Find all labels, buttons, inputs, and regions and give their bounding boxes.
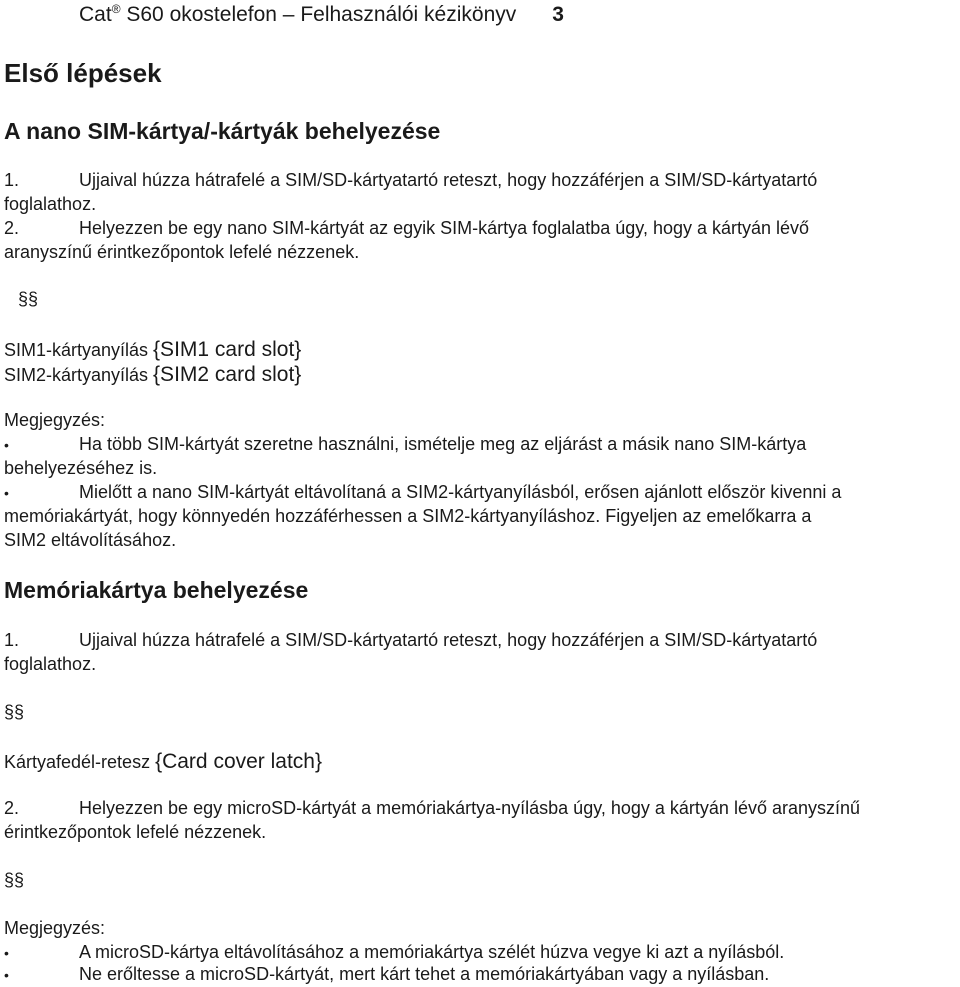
- sim-step1-line2: foglalathoz.: [4, 194, 97, 214]
- header-title-post: S60 okostelefon – Felhasználói kézikönyv: [120, 3, 517, 26]
- sim2-slot-label: SIM2-kártyanyílás {SIM2 card slot}: [4, 363, 302, 386]
- bullet: •: [4, 437, 9, 453]
- card-cover-latch-label: Kártyafedél-retesz {Card cover latch}: [4, 750, 323, 773]
- sd-step1-line2: foglalathoz.: [4, 654, 97, 674]
- sd-note-item-2: • Ne erőltesse a microSD-kártyát, mert kárt tehet a memóriakártyában vagy a nyílásban.: [4, 964, 770, 984]
- sim-step1-line1: 1. Ujjaival húzza hátrafelé a SIM/SD-kártyatartó reteszt, hogy hozzáférjen a SIM/SD-kártyatartó: [4, 170, 818, 190]
- sim-step2-line2: aranyszínű érintkezőpontok lefelé nézzenek.: [4, 242, 360, 262]
- header-title-pre: Cat: [79, 3, 112, 26]
- registered-mark: ®: [111, 2, 121, 16]
- image-placeholder-marks: §§: [4, 702, 25, 722]
- bullet: •: [4, 485, 9, 501]
- sd-step2-line2: érintkezőpontok lefelé nézzenek.: [4, 822, 267, 842]
- sim2-slot-tag: {SIM2 card slot}: [153, 363, 302, 386]
- step-number: 1.: [4, 630, 20, 650]
- sim1-slot-tag: {SIM1 card slot}: [153, 338, 302, 361]
- note-item-1-line2: behelyezéséhez is.: [4, 458, 158, 478]
- note-item-2-line3: SIM2 eltávolításához.: [4, 530, 177, 550]
- note-label: Megjegyzés:: [4, 918, 106, 938]
- note-item-2-line2: memóriakártyát, hogy könnyedén hozzáférhessen a SIM2-kártyanyíláshoz. Figyeljen az emelőkarra a: [4, 506, 812, 526]
- section-heading-memory-card: Memóriakártya behelyezése: [4, 577, 309, 603]
- page-header: [79, 2, 564, 27]
- note-label: Megjegyzés:: [4, 410, 106, 430]
- page-number: 3: [552, 3, 564, 26]
- sd-step1-line1: 1. Ujjaival húzza hátrafelé a SIM/SD-kártyatartó reteszt, hogy hozzáférjen a SIM/SD-kártyatartó: [4, 630, 818, 650]
- sim1-slot-label: SIM1-kártyanyílás {SIM1 card slot}: [4, 338, 302, 361]
- bullet: •: [4, 945, 9, 961]
- subheading-sim-insert: A nano SIM-kártya/-kártyák behelyezése: [4, 118, 441, 144]
- image-placeholder-marks: §§: [4, 870, 25, 890]
- step-number: 2.: [4, 218, 20, 238]
- card-cover-latch-tag: {Card cover latch}: [155, 750, 323, 773]
- note-item-1-line1: • Ha több SIM-kártyát szeretne használni, ismételje meg az eljárást a másik nano SIM-kártya: [4, 434, 807, 454]
- note-item-2-line1: • Mielőtt a nano SIM-kártyát eltávolítaná a SIM2-kártyanyílásból, erősen ajánlott először kivenni a: [4, 482, 842, 502]
- sim-step2-line1: 2. Helyezzen be egy nano SIM-kártyát az egyik SIM-kártya foglalatba úgy, hogy a kártyán lévő: [4, 218, 810, 238]
- section-heading-first-steps: Első lépések: [4, 58, 162, 88]
- image-placeholder-marks: §§: [18, 289, 39, 309]
- step-number: 2.: [4, 798, 20, 818]
- sd-note-item-1: • A microSD-kártya eltávolításához a memóriakártya szélét húzva vegye ki azt a nyílásból.: [4, 942, 785, 962]
- sd-step2-line1: 2. Helyezzen be egy microSD-kártyát a memóriakártya-nyílásba úgy, hogy a kártyán lévő aranyszínű: [4, 798, 861, 818]
- step-number: 1.: [4, 170, 20, 190]
- bullet: •: [4, 967, 9, 983]
